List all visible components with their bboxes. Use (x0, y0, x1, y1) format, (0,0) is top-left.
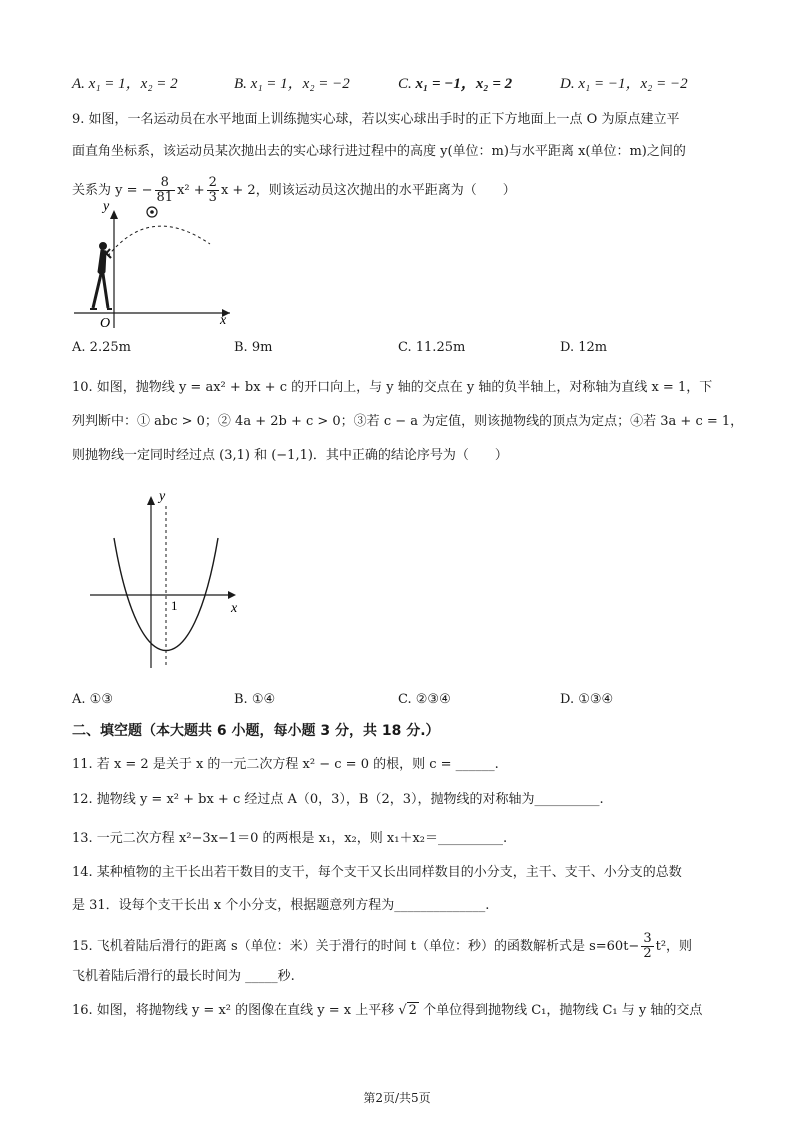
athlete-icon (90, 243, 112, 310)
q9-line-3: 关系为 y = − $\frac{8}{81}$ x² + $\frac{2}{3}$ x + 2，则该运动员这次抛出的水平距离为（ ） (72, 175, 516, 205)
q15-fraction: $\frac{3}{2}$ (643, 931, 652, 961)
q11-text: 11. 若 x = 2 是关于 x 的一元二次方程 x² − c = 0 的根，则 c = ______. (72, 757, 499, 772)
q10-option-a: A. ①③ (72, 692, 113, 707)
q9-option-c: C. 11.25m (398, 340, 466, 355)
q9-y-label: y (103, 200, 110, 214)
q10-option-d: D. ①③④ (560, 692, 614, 707)
q9-fraction-1: $\frac{8}{81}$ (156, 175, 174, 205)
q16-sqrt: 2 (408, 1003, 417, 1018)
q9-option-d: D. 12m (560, 340, 608, 355)
q9-option-b: B. 9m (234, 340, 273, 355)
q10-line-1: 10. 如图，抛物线 y = ax² + bx + c 的开口向上，与 y 轴的交点在 y 轴的负半轴上，对称轴为直线 x = 1，下 (72, 380, 713, 395)
q8-options (72, 72, 732, 90)
q13-text: 13. 一元二次方程 x²−3x−1＝0 的两根是 x₁，x₂，则 x₁＋x₂＝__________. (72, 831, 508, 846)
q14-line-2: 是 31．设每个支干长出 x 个小分支，根据题意列方程为______________. (72, 898, 490, 913)
q9-line-2: 面直角坐标系，该运动员某次抛出去的实心球行进过程中的高度 y(单位：m)与水平距离 x(单位：m)之间的 (72, 144, 686, 159)
q10-axis-label: 1 (171, 598, 178, 613)
q16-line-1: 16. 如图，将抛物线 y = x² 的图像在直线 y = x 上平移 √ 2 个单位得到抛物线 C₁，抛物线 C₁ 与 y 轴的交点 (72, 1003, 703, 1018)
q10-line-2: 列判断中：① abc > 0；② 4a + 2b + c > 0；③若 c − a 为定值，则该抛物线的顶点为定点；④若 3a + c = 1， (72, 414, 744, 429)
q9-figure (70, 200, 240, 330)
q8-option-b: B. x₁ = 1，x₂ = −2 (234, 76, 350, 92)
q10-line-3: 则抛物线一定同时经过点 (3,1) 和 (−1,1)．其中正确的结论序号为（ ） (72, 448, 508, 463)
q9-options (72, 340, 732, 358)
q9-ball-center (150, 210, 154, 214)
q9-fraction-2: $\frac{2}{3}$ (208, 175, 217, 205)
q8-option-d: D. x₁ = −1，x₂ = −2 (560, 76, 688, 92)
q9-x-label: x (220, 313, 227, 328)
q9-origin-label: O (100, 316, 111, 330)
page-footer: 第2页/共5页 (363, 1091, 431, 1105)
section-2-heading: 二、填空题（本大题共 6 小题，每小题 3 分，共 18 分.） (72, 723, 440, 739)
q10-y-arrow (147, 496, 155, 505)
q15-line-2: 飞机着陆后滑行的最长时间为 _____秒. (72, 969, 295, 984)
q9-trajectory (108, 226, 210, 256)
q10-figure (84, 488, 254, 672)
q10-options (72, 692, 732, 710)
q10-option-c: C. ②③④ (398, 692, 451, 707)
q10-x-arrow (228, 591, 236, 599)
q15-line-1: 15. 飞机着陆后滑行的距离 s（单位：米）关于滑行的时间 t（单位：秒）的函数解析式是 s=60t− $\frac{3}{2}$ t²，则 (72, 931, 693, 961)
q9-line-1: 9. 如图，一名运动员在水平地面上训练抛实心球，若以实心球出手时的正下方地面上一点 O 为原点建立平 (72, 112, 680, 127)
q14-line-1: 14. 某种植物的主干长出若干数目的支干，每个支干又长出同样数目的小分支，主干、支干、小分支的总数 (72, 865, 682, 880)
q9-y-arrow (110, 210, 118, 219)
q12-text: 12. 抛物线 y = x² + bx + c 经过点 A（0，3），B（2，3），抛物线的对称轴为__________. (72, 792, 604, 807)
q10-x-label: x (231, 601, 238, 616)
q10-y-label: y (159, 489, 166, 504)
q8-option-a: A. x₁ = 1，x₂ = 2 (72, 76, 178, 92)
q10-option-b: B. ①④ (234, 692, 276, 707)
q8-option-c: C. x₁ = −1，x₂ = 2 (398, 76, 513, 92)
q9-option-a: A. 2.25m (72, 340, 131, 355)
